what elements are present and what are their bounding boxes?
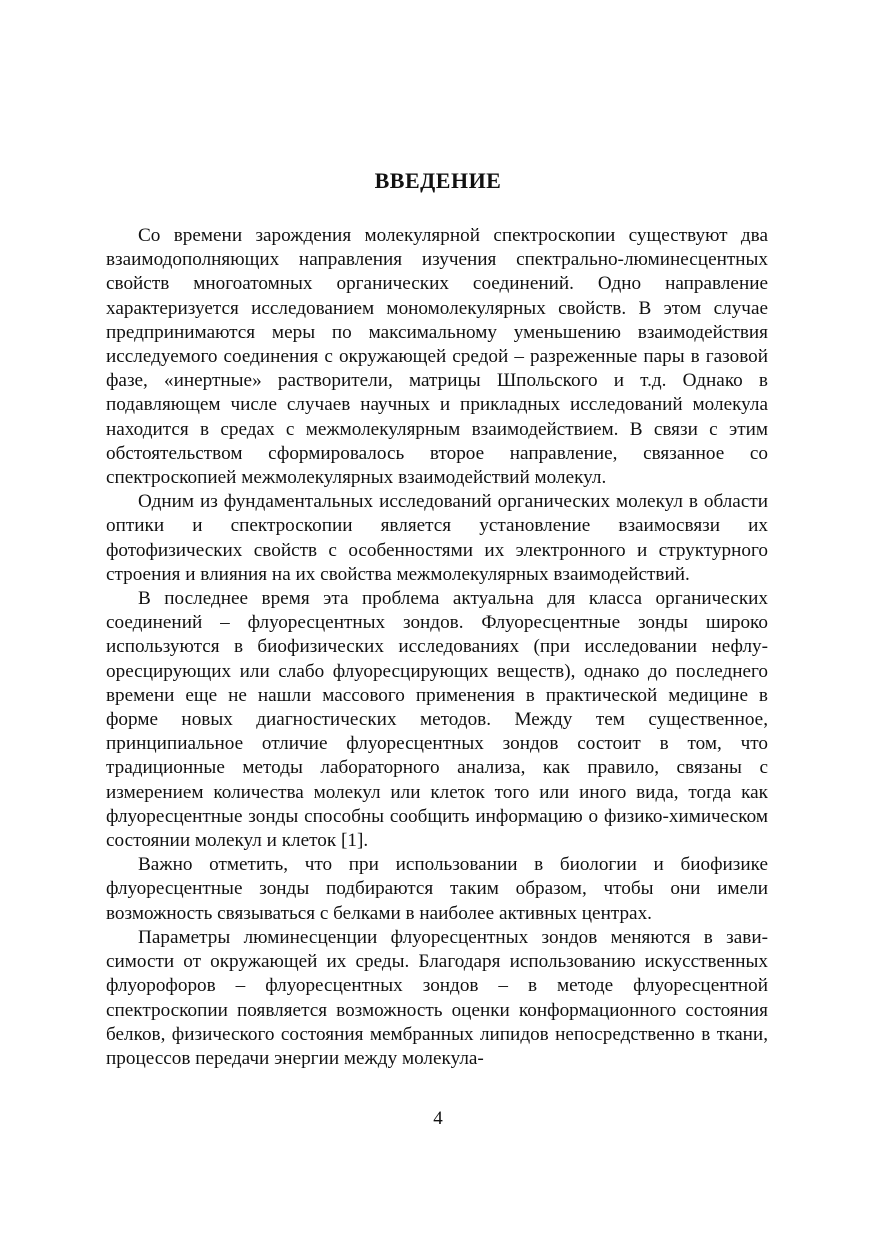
- paragraph-4: Важно отметить, что при использовании в биологии и биофизике флуоресцентные зонды подбираются таким образом, чтобы они имели возможность связываться с белками в наиболее активных центрах.: [106, 854, 768, 924]
- paragraph-5: Параметры люминесценции флуоресцентных зондов меняются в зависимости от окружающей их среды. Благодаря использованию искусственных флуорофоров – флуоресцентных зондов – в методе флуоресцентной спектроскопии появляется возможность оценки конформационного состояния белков, физического состояния мембранных липидов непосредственно в ткани, процессов передачи энергии между молекула-: [106, 926, 768, 1069]
- paragraph-3: В последнее время эта проблема актуальна для класса органических соединений – флуоресцентных зондов. Флуоресцентные зонды широко используются в биофизических исследованиях (при исследовании нефлуоресцирующих или слабо флуоресцирующих веществ), однако до последнего времени еще не нашли массового применения в практической медицине в форме новых диагностических методов. Между тем существенное, принципиальное отличие флуоресцентных зондов состоит в том, что традиционные методы лабораторного анализа, как правило, связаны с измерением количества молекул или клеток того или иного вида, тогда как флуоресцентные зонды способны сообщить информацию о физико-химическом состоянии молекул и клеток [1].: [106, 588, 768, 852]
- paragraph-2: Одним из фундаментальных исследований органических молекул в области оптики и спектроскопии является установление взаимосвязи их фотофизических свойств с особенностями их электронного и структурного строения и влияния на их свойства межмолекулярных взаимодействий.: [106, 491, 768, 585]
- paragraph-1: Со времени зарождения молекулярной спектроскопии существуют два взаимодополняющих направления изучения спектрально-люминесцентных свойств многоатомных органических соединений. Одно направление характеризуется исследованием мономолекулярных свойств. В этом случае предпринимаются меры по максимальному уменьшению взаимодействия исследуемого соединения с окружающей средой – разреженные пары в газовой фазе, «инертные» растворители, матрицы Шпольского и т.д. Однако в подавляющем числе случаев научных и прикладных исследований молекула находится в средах с межмолекулярным взаимодействием. В связи с этим обстоятельством сформировалось второе направление, связанное со спектроскопией межмолекулярных взаимодействий молекул.: [106, 225, 768, 489]
- page-number: 4: [433, 1108, 443, 1129]
- body-text: [106, 224, 768, 1071]
- page-title: ВВЕДЕНИЕ: [374, 168, 502, 193]
